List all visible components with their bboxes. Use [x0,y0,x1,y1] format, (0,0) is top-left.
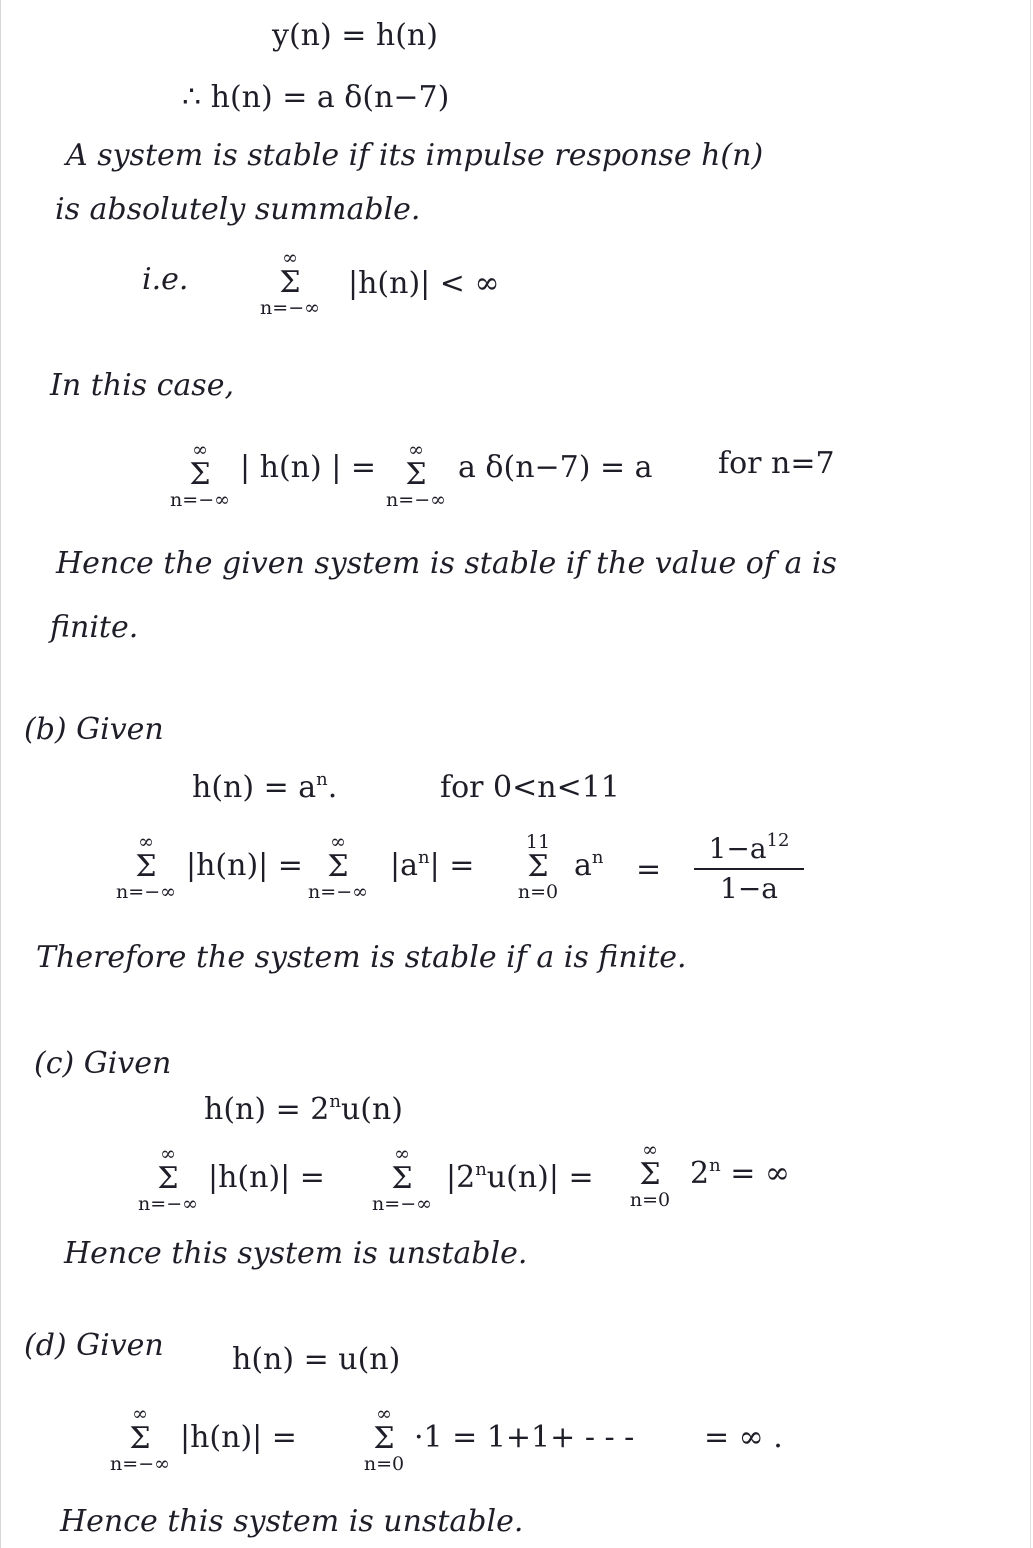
summation-lower-limit: n=0 [517,881,559,903]
summation-upper-limit: ∞ [376,1403,392,1425]
part-c-conclusion: Hence this system is unstable. [64,1236,528,1271]
abs-close: u(n)| = [486,1160,594,1195]
sum-result: a δ(n−7) = a [458,450,653,485]
summation-upper-limit: ∞ [282,247,298,269]
summation-lower-limit: n=−∞ [110,1453,170,1475]
numerator-base: 1−a [708,832,767,865]
summation-upper-limit: ∞ [642,1139,658,1161]
ie-label: i.e. [142,262,189,297]
equals-infinity: = ∞ [730,1156,790,1191]
stability-statement-continued: is absolutely summable. [55,192,421,227]
sigma-symbol: Σ [189,457,211,492]
equals-infinity: = ∞ . [704,1420,783,1455]
summation-lower-limit: n=−∞ [170,489,230,511]
summation-lower-limit: n=−∞ [260,297,320,319]
page-edge-left [0,0,1,1548]
summation-lower-limit: n=0 [629,1189,671,1211]
output-equals-impulse-response: y(n) = h(n) [272,18,438,53]
part-b-range: for 0<n<11 [440,770,620,805]
exponent: n [329,1091,341,1112]
exponent: n [591,847,604,868]
abs-a-power-n [390,848,474,884]
in-this-case-label: In this case, [50,368,234,403]
part-c-heading: (c) Given [34,1046,172,1081]
summation-lower-limit: n=0 [363,1453,405,1475]
sum-of-ones: ·1 = 1+1+ - - - [414,1420,635,1455]
fraction-bar [694,868,804,870]
sum-abs-impulse-response: |h(n)| = [208,1160,325,1195]
sigma-symbol: Σ [373,1421,395,1456]
summation-upper-limit: ∞ [394,1143,410,1165]
condition-n-equals-7: for n=7 [718,446,835,481]
part-d-conclusion: Hence this system is unstable. [60,1504,524,1539]
summation-symbol [128,1144,208,1214]
a-power-n [574,848,603,884]
sum-abs-impulse-response: |h(n)| = [186,848,303,883]
summation-upper-limit: ∞ [330,831,346,853]
summation-symbol [160,440,240,510]
absolute-summability-condition: |h(n)| < ∞ [348,266,500,301]
summation-symbol [498,832,578,902]
summation-symbol [298,832,378,902]
summation-symbol [250,248,330,318]
base: a [574,848,592,883]
abs-open: |2 [446,1160,476,1195]
divergent-result [690,1156,790,1192]
exponent: 12 [766,830,790,851]
impulse-response-definition: ∴ h(n) = a δ(n−7) [182,80,450,115]
summation-symbol [610,1140,690,1210]
summation-symbol [344,1404,424,1474]
equals-sign: = [636,852,662,887]
part-b-heading: (b) Given [24,712,164,747]
period: . [327,770,338,805]
sigma-symbol: Σ [391,1161,413,1196]
exponent: n [709,1155,721,1176]
abs-close: | = [429,848,475,883]
summation-upper-limit: ∞ [192,439,208,461]
sigma-symbol: Σ [327,849,349,884]
unit-step: u(n) [340,1092,404,1127]
sigma-symbol: Σ [405,457,427,492]
summation-lower-limit: n=−∞ [116,881,176,903]
abs-open: |a [390,848,418,883]
sigma-symbol: Σ [279,265,301,300]
summation-lower-limit: n=−∞ [308,881,368,903]
part-c-given-impulse-response [204,1092,403,1128]
abs-two-power-n-step [446,1160,594,1196]
sigma-symbol: Σ [135,849,157,884]
part-a-conclusion: Hence the given system is stable if the value of a is [56,546,837,581]
summation-upper-limit: ∞ [408,439,424,461]
summation-upper-limit: ∞ [132,1403,148,1425]
part-a-conclusion-continued: finite. [50,610,139,645]
page-edge-right [1030,0,1031,1548]
given-equation: h(n) = a [192,770,317,805]
summation-lower-limit: n=−∞ [386,489,446,511]
sum-abs-impulse-response: | h(n) | = [240,450,377,485]
summation-lower-limit: n=−∞ [138,1193,198,1215]
sigma-symbol: Σ [129,1421,151,1456]
summation-symbol [376,440,456,510]
part-d-given-impulse-response: h(n) = u(n) [232,1342,401,1377]
summation-symbol [362,1144,442,1214]
summation-upper-limit: 11 [525,831,551,853]
fraction-numerator [694,832,804,866]
exponent: n [418,847,430,868]
fraction-denominator: 1−a [720,872,778,905]
part-b-conclusion: Therefore the system is stable if a is finite. [36,940,687,975]
exponent: n [316,769,328,790]
exponent: n [475,1159,487,1180]
summation-upper-limit: ∞ [138,831,154,853]
sigma-symbol: Σ [527,849,549,884]
given-base: h(n) = 2 [204,1092,330,1127]
part-b-given-impulse-response [192,770,337,806]
sigma-symbol: Σ [639,1157,661,1192]
summation-upper-limit: ∞ [160,1143,176,1165]
sum-abs-impulse-response: |h(n)| = [180,1420,297,1455]
summation-lower-limit: n=−∞ [372,1193,432,1215]
summation-symbol [100,1404,180,1474]
part-d-heading: (d) Given [24,1328,164,1363]
base: 2 [690,1156,710,1191]
geometric-series-fraction [694,832,804,906]
sigma-symbol: Σ [157,1161,179,1196]
summation-symbol [106,832,186,902]
stability-statement: A system is stable if its impulse response h(n) [66,138,764,173]
